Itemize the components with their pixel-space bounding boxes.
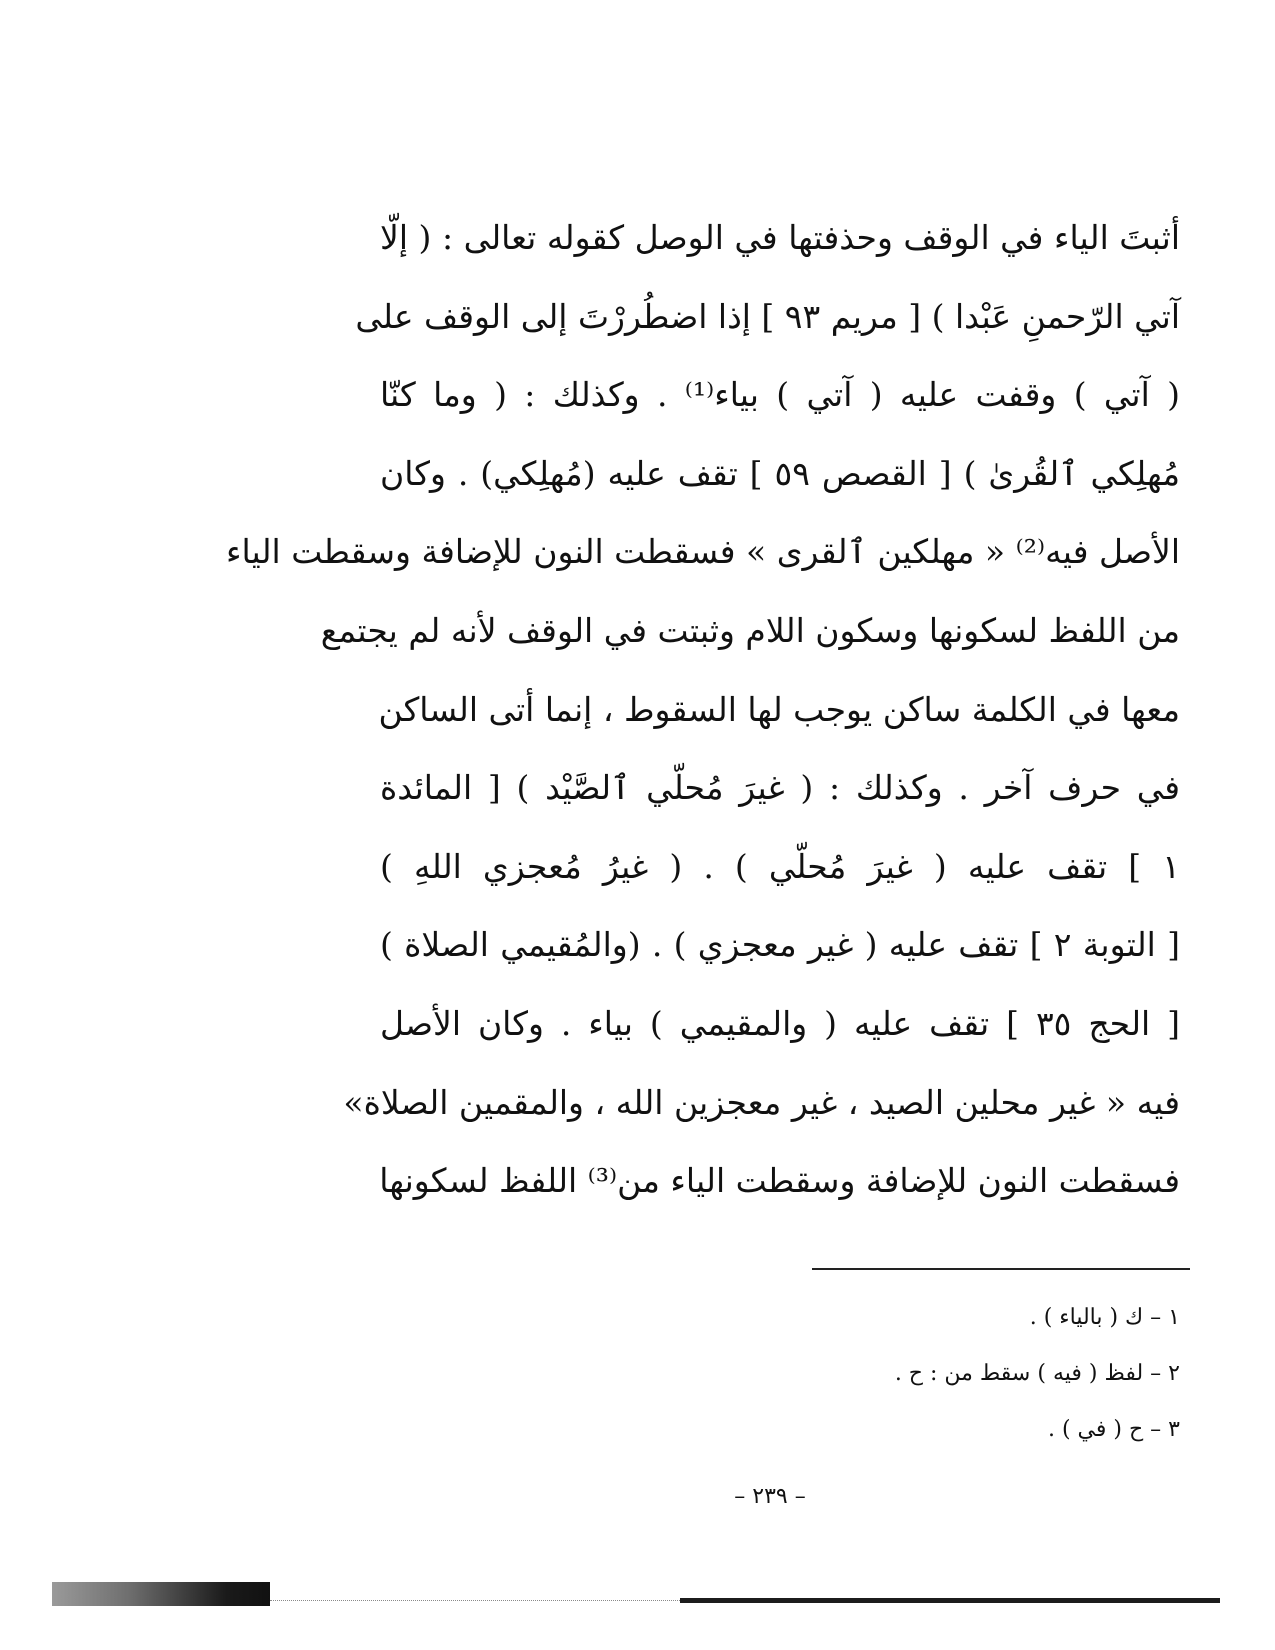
body-line: فسقطت النون للإضافة وسقطت الياء من⁽³⁾ اللفظ لسكونها: [379, 1161, 1180, 1201]
body-line: آتي الرّحمنِ عَبْدا ) [ مريم ٩٣ ] إذا اضطُررْتَ إلى الوقف على: [355, 296, 1180, 336]
body-line: معها في الكلمة ساكن يوجب لها السقوط ، إنما أتى الساكن: [378, 689, 1180, 729]
body-line: في حرف آخر . وكذلك : ( غيرَ مُحلّي ٱلصَّيْد ) [ المائدة: [380, 768, 1180, 808]
footnotes: [760, 1298, 1180, 1466]
footnote-separator: [812, 1268, 1190, 1270]
footnote: ٣ – ح ( في ) .: [1047, 1417, 1180, 1442]
body-line: أثبتَ الياء في الوقف وحذفتها في الوصل كقوله تعالى : ( إلّا: [380, 218, 1180, 257]
page-number: – ٢٣٩ –: [734, 1484, 806, 1509]
body-line: الأصل فيه⁽²⁾ « مهلكين ٱلقرى » فسقطت النون للإضافة وسقطت الياء: [225, 532, 1180, 572]
body-line: ( آتي ) وقفت عليه ( آتي ) بياء⁽¹⁾ . وكذلك : ( وما كنّا: [380, 375, 1180, 415]
body-line: من اللفظ لسكونها وسكون اللام وثبتت في الوقف لأنه لم يجتمع: [320, 610, 1180, 650]
scan-artifact-line: [680, 1598, 1220, 1603]
footnote: ٢ – لفظ ( فيه ) سقط من : ح .: [894, 1361, 1180, 1386]
body-text: [225, 208, 1180, 1230]
footnote: ١ – ك ( بالياء ) .: [1029, 1305, 1180, 1330]
scan-artifact-dots: [270, 1600, 680, 1601]
scan-artifact-bar: [52, 1582, 270, 1606]
body-line: [ الحج ٣٥ ] تقف عليه ( والمقيمي ) بياء . وكان الأصل: [380, 1003, 1180, 1043]
body-line: فيه « غير محلين الصيد ، غير معجزين الله ، والمقمين الصلاة»: [343, 1082, 1180, 1122]
body-line: مُهلِكي ٱلقُرىٰ ) [ القصص ٥٩ ] تقف عليه (مُهلِكي) . وكان: [380, 453, 1180, 493]
body-line: [ التوبة ٢ ] تقف عليه ( غير معجزي ) . (والمُقيمي الصلاة ): [380, 925, 1180, 965]
body-line: ١ ] تقف عليه ( غيرَ مُحلّي ) . ( غيرُ مُعجزي اللهِ ): [380, 846, 1180, 886]
